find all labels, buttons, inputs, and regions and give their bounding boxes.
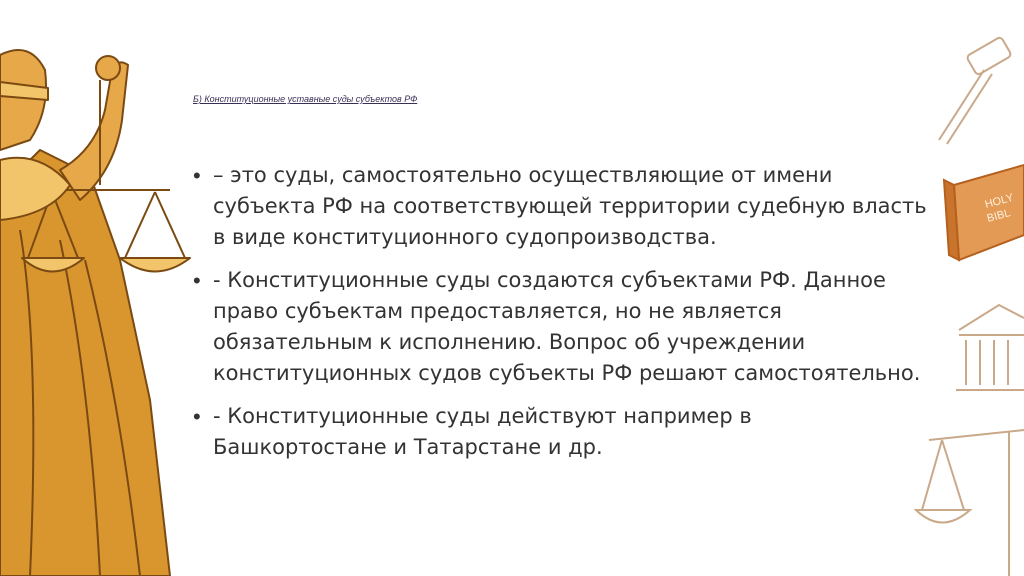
courthouse-columns-icon	[956, 305, 1024, 390]
bullet-text: – это суды, самостоятельно осуществляющие от имени субъекта РФ на соответствующей территории судебную власть в виде конституционного судопроизводства.	[213, 163, 927, 249]
lady-justice-illustration	[0, 0, 200, 576]
list-item	[190, 160, 930, 253]
bullet-marker: •	[193, 268, 201, 293]
scales-icon	[916, 430, 1024, 576]
svg-text:BIBL: BIBL	[985, 207, 1012, 225]
svg-text:HOLY: HOLY	[983, 191, 1015, 211]
bullet-list	[190, 160, 930, 475]
list-item	[190, 401, 930, 463]
slide-title: Б) Конституционные уставные суды субъектов РФ	[193, 94, 418, 104]
bullet-marker: •	[193, 404, 201, 429]
list-item	[190, 265, 930, 389]
bullet-text: - Конституционные суды действуют например в Башкортостане и Татарстане и др.	[213, 404, 752, 459]
legal-sketch-illustrations	[914, 0, 1024, 576]
bullet-marker: •	[193, 163, 201, 188]
holy-bible-book-icon	[944, 165, 1024, 260]
bullet-text: - Конституционные суды создаются субъектами РФ. Данное право субъектам предоставляется, но не является обязательным к исполнению. Вопрос об учреждении конституционных судов субъекты РФ решают самостоятельно.	[213, 268, 921, 385]
gavel-icon	[939, 36, 1012, 144]
